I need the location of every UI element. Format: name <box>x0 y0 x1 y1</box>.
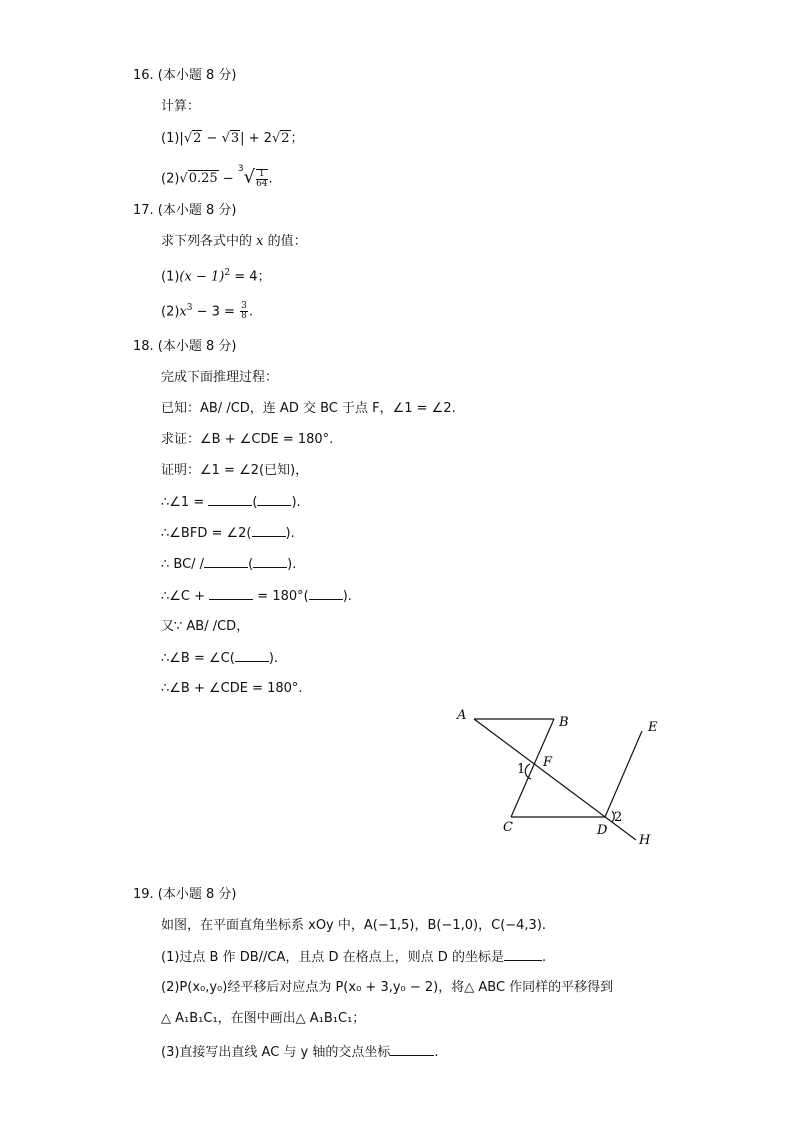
q17-p2-fraction: $\frac{3}{8}$ <box>241 301 247 322</box>
point-b-label: B <box>559 715 569 730</box>
sqrt-symbol: √ <box>179 171 188 187</box>
q16-p1-minus: − <box>202 131 222 146</box>
q16-p1-radicand-2: 2 <box>193 131 202 146</box>
q18-prove: 求证：∠B + ∠CDE = 180°. <box>161 432 334 447</box>
answer-blank[interactable] <box>253 555 287 568</box>
point-c-label: C <box>503 820 513 835</box>
q17-part1: $(1)(x - 1)^2 = 4$； <box>161 268 271 285</box>
q19-part2-cont: △ A₁B₁C₁，在图中画出△ A₁B₁C₁； <box>161 1011 366 1026</box>
q16-p2-root-index: 3 <box>237 164 244 174</box>
answer-blank[interactable] <box>204 555 248 568</box>
answer-blank[interactable] <box>209 587 253 600</box>
q16-p1-radicand-2b: 2 <box>281 131 290 146</box>
q18-step3: ∴ BC/ / ( ). <box>161 557 297 572</box>
answer-blank[interactable] <box>252 524 286 537</box>
q16-p2-radicand: 0.25 <box>188 171 218 187</box>
segment-de <box>605 731 642 817</box>
sqrt-symbol: √ <box>183 131 193 146</box>
cbrt-symbol: √ <box>243 166 256 188</box>
answer-blank[interactable] <box>208 493 252 506</box>
sqrt-symbol: √ <box>221 131 230 146</box>
q18-step7: ∴∠B + ∠CDE = 180°. <box>161 681 303 696</box>
q17-intro: 求下列各式中的 x 的值： <box>161 234 307 249</box>
q16-part1 <box>161 130 304 148</box>
q18-step2: ∴∠BFD = ∠2( ). <box>161 526 295 541</box>
q16-p1-radicand-3: 3 <box>230 131 240 146</box>
q18-intro: 完成下面推理过程： <box>161 370 279 385</box>
q17-part2: $(2)x^3 - 3$ = $\frac{3}{8}$ . <box>161 301 253 322</box>
q17-header: 17. (本小题 8 分) <box>133 203 237 218</box>
q16-p1-end: ； <box>290 131 304 146</box>
q16-p2-label: (2) <box>161 171 180 187</box>
q19-part1: (1)过点 B 作 DB//CA，且点 D 在格点上，则点 D 的坐标是 . <box>161 950 547 965</box>
q16-part2 <box>161 166 273 189</box>
sqrt-symbol: √ <box>271 131 281 146</box>
q18-proof-start: 证明：∠1 = ∠2(已知)， <box>161 463 309 478</box>
answer-blank[interactable] <box>504 948 542 961</box>
q18-step4: ∴∠C + = 180°( ). <box>161 589 352 604</box>
q19-part3: (3)直接写出直线 AC 与 y 轴的交点坐标 . <box>161 1045 439 1060</box>
angle1-label: 1 <box>517 762 526 777</box>
q18-step6: ∴∠B = ∠C( ). <box>161 651 279 666</box>
q16-p2-minus: − <box>218 171 238 187</box>
point-h-label: H <box>639 833 651 848</box>
segment-ah <box>474 719 636 840</box>
q16-header: 16. (本小题 8 分) <box>133 68 237 83</box>
q18-header: 18. (本小题 8 分) <box>133 339 237 354</box>
angle1-arc <box>525 764 531 779</box>
angle2-arc <box>612 811 614 822</box>
angle2-label: 2 <box>614 810 623 825</box>
q16-p1-abs-open: | <box>179 131 184 146</box>
q18-given: 已知：AB/ /CD，连 AD 交 BC 于点 F，∠1 = ∠2. <box>161 401 456 416</box>
q16-p1-label: (1) <box>161 131 180 146</box>
q19-part2: (2)P(x₀,y₀)经平移后对应点为 P(x₀ + 3,y₀ − 2)，将△ ABC 作同样的平移得到 <box>161 980 614 995</box>
answer-blank[interactable] <box>390 1043 434 1056</box>
q16-p2-end: . <box>268 171 273 187</box>
segment-bc <box>511 719 554 817</box>
answer-blank[interactable] <box>235 649 269 662</box>
q16-p2-fraction: $\frac{1}{64}$ <box>256 168 268 189</box>
q19-header: 19. (本小题 8 分) <box>133 887 237 902</box>
point-e-label: E <box>648 720 658 735</box>
q16-p1-abs-close: | + 2 <box>240 131 272 146</box>
q19-intro: 如图，在平面直角坐标系 xOy 中，A(−1,5)，B(−1,0)，C(−4,3). <box>161 918 547 933</box>
q16-intro: 计算： <box>161 99 201 114</box>
point-f-label: F <box>543 755 553 770</box>
answer-blank[interactable] <box>309 587 343 600</box>
answer-blank[interactable] <box>257 493 291 506</box>
q18-step1: ∴∠1 = ( ). <box>161 495 301 510</box>
point-a-label: A <box>457 708 467 723</box>
point-d-label: D <box>597 823 608 838</box>
q18-step5: 又∵ AB/ /CD， <box>161 619 250 634</box>
